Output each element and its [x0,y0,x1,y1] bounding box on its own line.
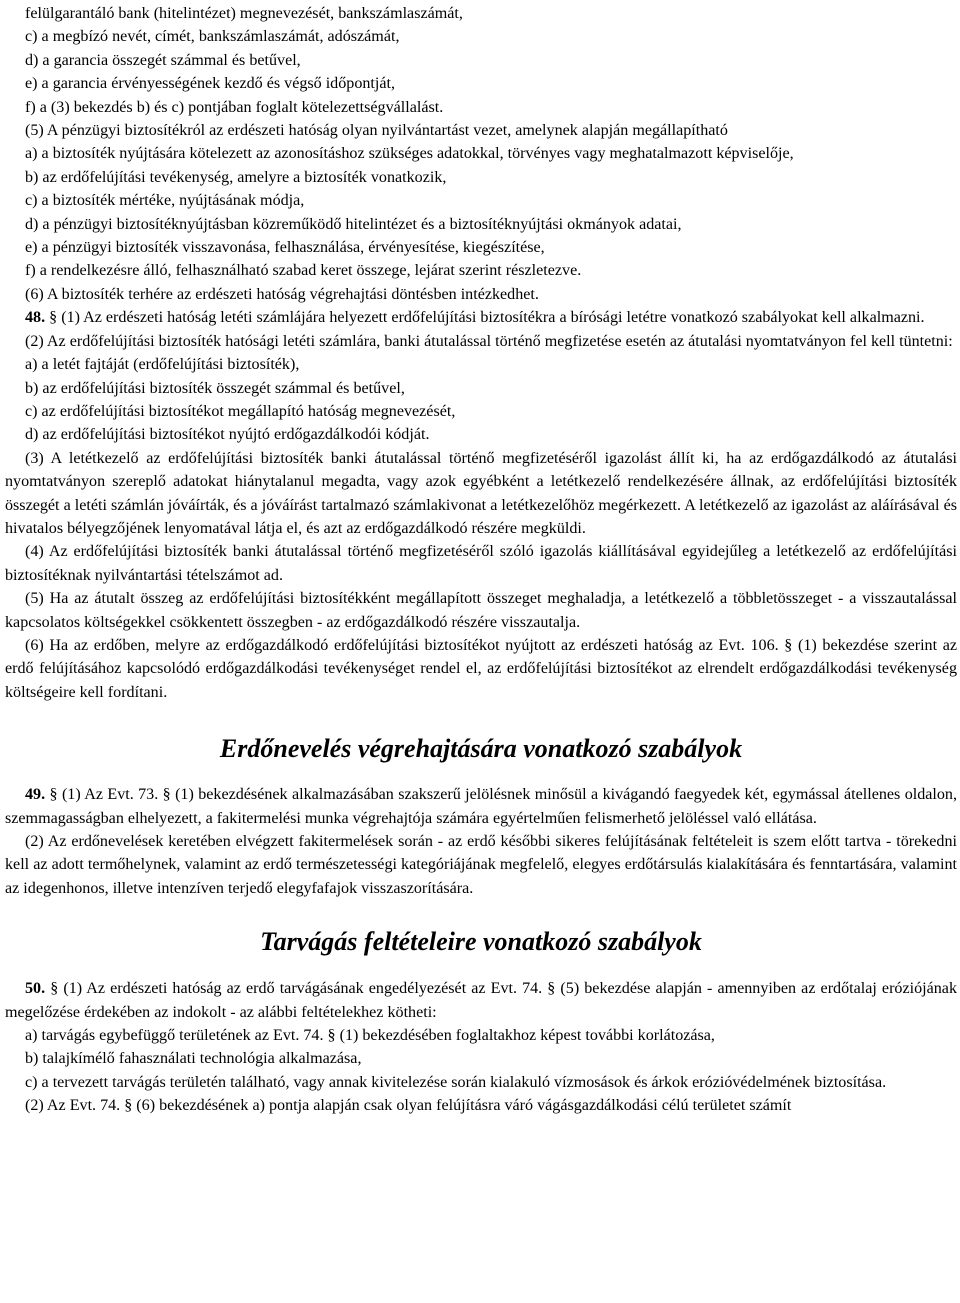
list-item-c: c) az erdőfelújítási biztosítékot megállapító hatóság megnevezését, [25,402,456,420]
list-item-d: d) az erdőfelújítási biztosítékot nyújtó erdőgazdálkodói kódját. [25,426,430,444]
list-item-b: b) talajkímélő fahasználati technológia alkalmazása, [25,1050,362,1068]
list-item-e: e) a pénzügyi biztosíték visszavonása, felhasználása, érvényesítése, kiegészítése, [25,239,545,257]
paragraph-line: felülgarantáló bank (hitelintézet) megnevezését, bankszámlaszámát, [25,5,463,22]
list-item-a: a) tarvágás egybefüggő területének az Evt. 74. § (1) bekezdésében foglaltakhoz képest további korlátozása, [25,1027,715,1045]
list-item-c: c) a megbízó nevét, címét, bankszámlaszámát, adószámát, [25,28,400,46]
paragraph-4: (4) Az erdőfelújítási biztosíték banki átutalással történő megfizetéséről szóló igazolás kiállításával egyidejűleg a letétkezelő az erdőfelújítási biztosítéknak nyilvántartási tételszámot ad. [5,543,957,584]
section-text: § (1) Az Evt. 73. § (1) bekezdésének alkalmazásában szakszerű jelölésnek minősül a kivágandó faegyedek két, egymással átellenes oldalon, szemmagasságban elhelyezett, a fakitermelési munka végrehajtója számára egyértelműen felismerhető jelöléssel való ellátása. [5,786,957,827]
list-item-d: d) a garancia összegét számmal és betűvel, [25,51,301,69]
paragraph-3: (3) A letétkezelő az erdőfelújítási biztosíték banki átutalással történő megfizetéséről igazolást állít ki, ha az erdőgazdálkodó az átutalási nyomtatványon szereplő adatokat hiánytalanul megadta, vagy azok egyébként a letétkezelő rendelkezésére állnak, az erdőfelújítási biztosíték összegét a letéti számlán jóváírták, és a jóváírást tartalmazó számlakivonat a letétkezelőhöz megérkezett. A letétkezelő az igazolást az aláírásával és hivatalos bélyegzőjének lenyomatával látja el, és azt az erdőgazdálkodó részére megküldi. [5,449,957,537]
list-item-d: d) a pénzügyi biztosítéknyújtásban közreműködő hitelintézet és a biztosítéknyújtási okmányok adatai, [25,215,682,233]
section-text: § (1) Az erdészeti hatóság letéti számlájára helyezett erdőfelújítási biztosítékra a bírósági letétre vonatkozó szabályokat kell alkalmazni. [45,309,925,327]
paragraph-2: (2) Az Evt. 74. § (6) bekezdésének a) pontja alapján csak olyan felújításra váró vágásgazdálkodási célú területet számít [25,1097,792,1115]
section-heading: Erdőnevelés végrehajtására vonatkozó szabályok [219,734,743,764]
list-item-c: c) a biztosíték mértéke, nyújtásának módja, [25,192,305,210]
section-heading: Tarvágás feltételeire vonatkozó szabályok [260,927,702,957]
section-48 [5,306,957,329]
section-number: 50. [25,980,46,998]
list-item-f: f) a (3) bekezdés b) és c) pontjában foglalt kötelezettségvállalást. [25,98,444,116]
list-item-f: f) a rendelkezésre álló, felhasználható szabad keret összege, lejárat szerint részletezve. [25,262,582,280]
paragraph-5: (5) A pénzügyi biztosítékról az erdészeti hatóság olyan nyilvántartást vezet, amelynek alapján megállapítható [25,122,728,140]
list-item-b: b) az erdőfelújítási biztosíték összegét számmal és betűvel, [25,379,405,397]
section-number: 49. [25,786,46,804]
section-number: 48. [25,309,46,327]
paragraph-6: (6) A biztosíték terhére az erdészeti hatóság végrehajtási döntésben intézkedhet. [25,285,539,303]
section-50 [5,977,957,1024]
list-item-a: a) a letét fajtáját (erdőfelújítási biztosíték), [25,356,300,374]
paragraph-2: (2) Az erdőnevelések keretében elvégzett fakitermelések során - az erdő későbbi sikeres felújításának feltételeit is szem előtt tartva - törekedni kell az adott termőhelynek, valamint az erdő természetességi kategóriájának megfelelő, elegyes erdőtársulás kialakítására és fenntartására, valamint az idegenhonos, illetve intenzíven terjedő elegyfafajok visszaszorítására. [5,833,957,897]
section-text: § (1) Az erdészeti hatóság az erdő tarvágásának engedélyezését az Evt. 74. § (5) bekezdése alapján - amennyiben az erdőtalaj eróziójának megelőzése érdekében az indokolt - az alábbi feltételekhez kötheti: [5,980,957,1021]
list-item-e: e) a garancia érvényességének kezdő és végső időpontját, [25,75,395,93]
document-page [5,2,957,1118]
paragraph-5: (5) Ha az átutalt összeg az erdőfelújítási biztosítékként megállapított összeget meghaladja, a letétkezelő a többletösszeget - a visszautalással kapcsolatos költségekkel csökkentett összegben - az erdőgazdálkodó részére visszautalja. [5,590,957,631]
paragraph-6: (6) Ha az erdőben, melyre az erdőgazdálkodó erdőfelújítási biztosítékot nyújtott az erdészeti hatóság az Evt. 106. § (1) bekezdése szerint az erdő felújításához kapcsolódó erdőgazdálkodási tevékenységet rendel el, az erdőfelújítási biztosítékot az elrendelt erdőgazdálkodási tevékenység költségeire kell fordítani. [5,636,957,701]
section-49 [5,783,957,830]
list-item-b: b) az erdőfelújítási tevékenység, amelyre a biztosíték vonatkozik, [25,168,447,186]
paragraph-2: (2) Az erdőfelújítási biztosíték hatósági letéti számlára, banki átutalással történő megfizetése esetén az átutalási nyomtatványon fel kell tüntetni: [25,332,953,350]
list-item-c: c) a tervezett tarvágás területén található, vagy annak kivitelezése során kialakuló vízmosások és árkok erózióvédelmének biztosítása. [25,1073,887,1091]
list-item-a: a) a biztosíték nyújtására kötelezett az azonosításhoz szükséges adatokkal, törvényes vagy meghatalmazott képviselője, [25,145,794,163]
